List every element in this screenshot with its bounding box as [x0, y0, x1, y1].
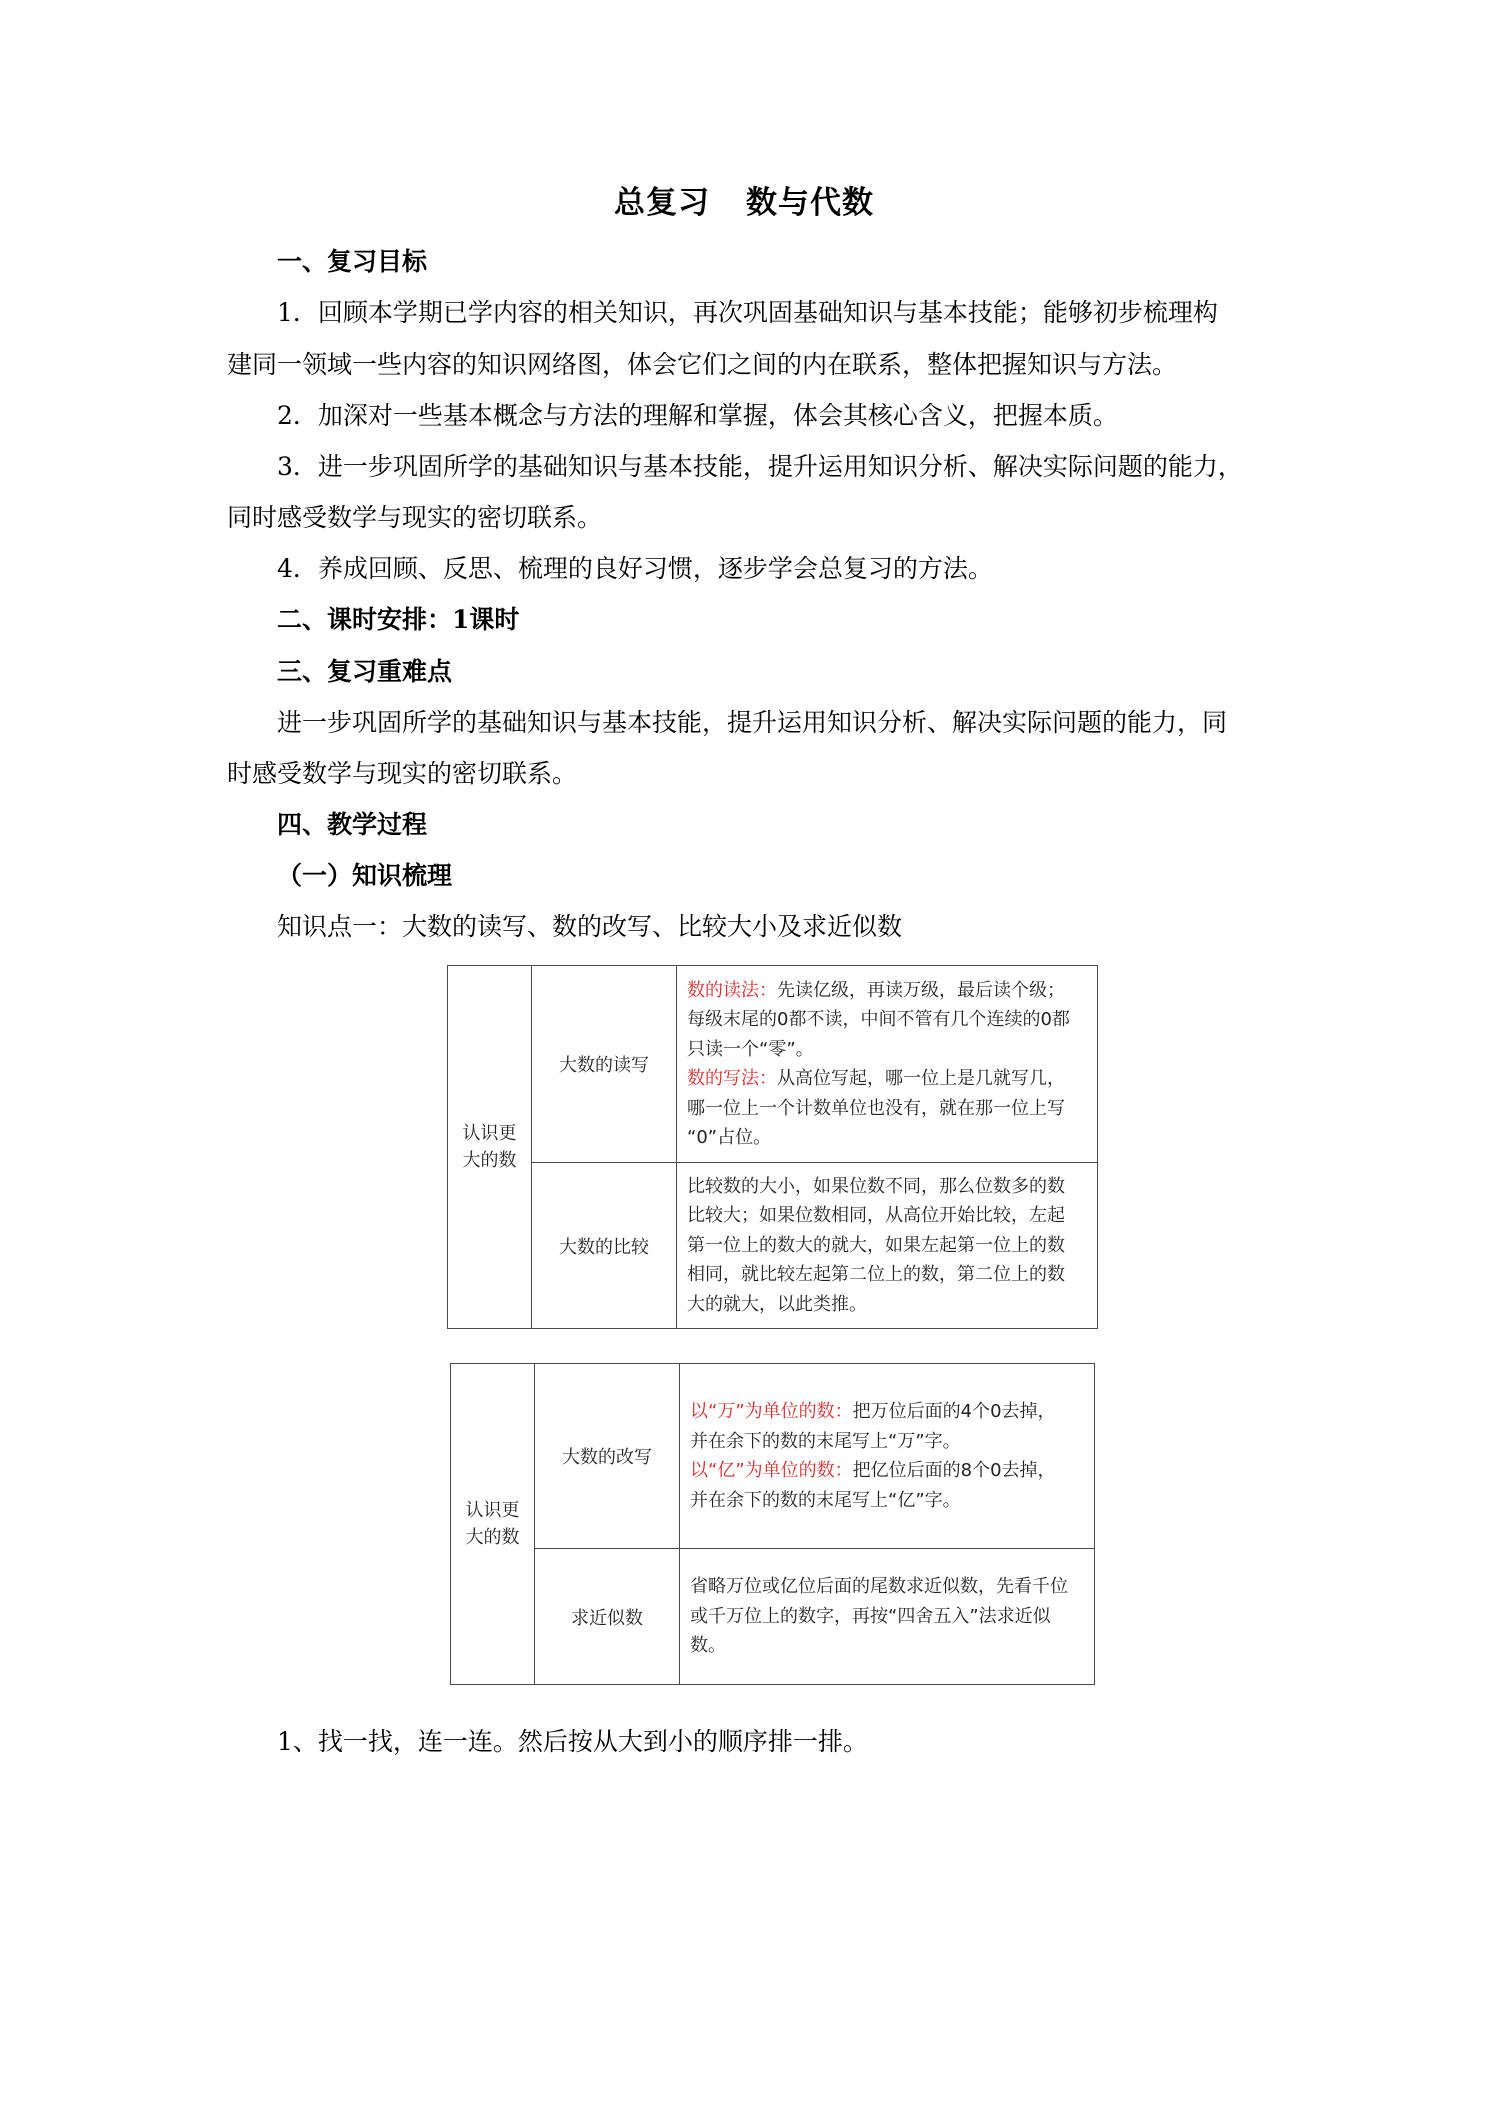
table2-row-label-approx: 求近似数	[535, 1549, 680, 1685]
title-left: 总复习	[614, 185, 710, 221]
title-right: 数与代数	[746, 185, 874, 221]
goal-1-line-2: 建同一领域一些内容的知识网络图，体会它们之间的内在联系，整体把握知识与方法。	[227, 350, 1178, 379]
goal-4: 4．养成回顾、反思、梳理的良好习惯，逐步学会总复习的方法。	[277, 554, 993, 583]
knowledge-table-rewrite-approx	[450, 1363, 1095, 1685]
table1-row-label-read-write: 大数的读写	[532, 966, 677, 1163]
read-method-label: 数的读法：	[687, 979, 777, 1001]
knowledge-table-read-write	[447, 965, 1098, 1329]
page-title	[0, 177, 1488, 222]
goal-1-line-1: 1．回顾本学期已学内容的相关知识，再次巩固基础知识与基本技能；能够初步梳理构	[277, 298, 1218, 327]
key-points-line-1: 进一步巩固所学的基础知识与基本技能，提升运用知识分析、解决实际问题的能力，同	[277, 708, 1228, 737]
goal-3-line-1: 3．进一步巩固所学的基础知识与基本技能，提升运用知识分析、解决实际问题的能力，	[277, 452, 1243, 481]
table2-main-label: 认识更 大的数	[451, 1364, 535, 1685]
knowledge-point-1: 知识点一：大数的读写、数的改写、比较大小及求近似数	[277, 912, 903, 941]
table2-row-label-rewrite: 大数的改写	[535, 1364, 680, 1549]
table1-main-label: 认识更 大的数	[448, 966, 532, 1329]
goal-2: 2．加深对一些基本概念与方法的理解和掌握，体会其核心含义，把握本质。	[277, 401, 1118, 430]
table1-row-label-compare: 大数的比较	[532, 1163, 677, 1329]
table2-rewrite-content: 以“万”为单位的数：把万位后面的4个0去掉， 并在余下的数的末尾写上“万”字。 以“亿”为单位的数：把亿位后面的8个0去掉， 并在余下的数的末尾写上“亿”字。	[680, 1364, 1095, 1549]
key-points-line-2: 时感受数学与现实的密切联系。	[227, 759, 578, 788]
write-method-label: 数的写法：	[687, 1068, 777, 1089]
exercise-1: 1、找一找，连一连。然后按从大到小的顺序排一排。	[277, 1727, 868, 1756]
table1-read-write-content: 数的读法：先读亿级，再读万级，最后读个级； 每级末尾的0都不读，中间不管有几个连续的0都 只读一个“零”。 数的写法：从高位写起，哪一位上是几就写几， 哪一位上一个计数单位也没有，就在那一位上写 “0”占位。	[677, 966, 1098, 1163]
subheading-knowledge: （一）知识梳理	[277, 861, 453, 890]
wan-unit-label: 以“万”为单位的数：	[690, 1401, 853, 1422]
section-heading-key-points: 三、复习重难点	[277, 657, 453, 686]
section-heading-schedule: 二、课时安排：1课时	[277, 605, 520, 634]
section-heading-process: 四、教学过程	[277, 810, 428, 839]
yi-unit-label: 以“亿”为单位的数：	[690, 1460, 853, 1481]
table2-approx-content: 省略万位或亿位后面的尾数求近似数，先看千位 或千万位上的数字，再按“四舍五入”法求近似 数。	[680, 1549, 1095, 1685]
table1-compare-content: 比较数的大小，如果位数不同，那么位数多的数 比较大；如果位数相同，从高位开始比较，左起 第一位上的数大的就大，如果左起第一位上的数 相同，就比较左起第二位上的数，第二位上的数 大的就大，以此类推。	[677, 1163, 1098, 1329]
section-heading-goals: 一、复习目标	[277, 247, 428, 276]
goal-3-line-2: 同时感受数学与现实的密切联系。	[227, 503, 603, 532]
